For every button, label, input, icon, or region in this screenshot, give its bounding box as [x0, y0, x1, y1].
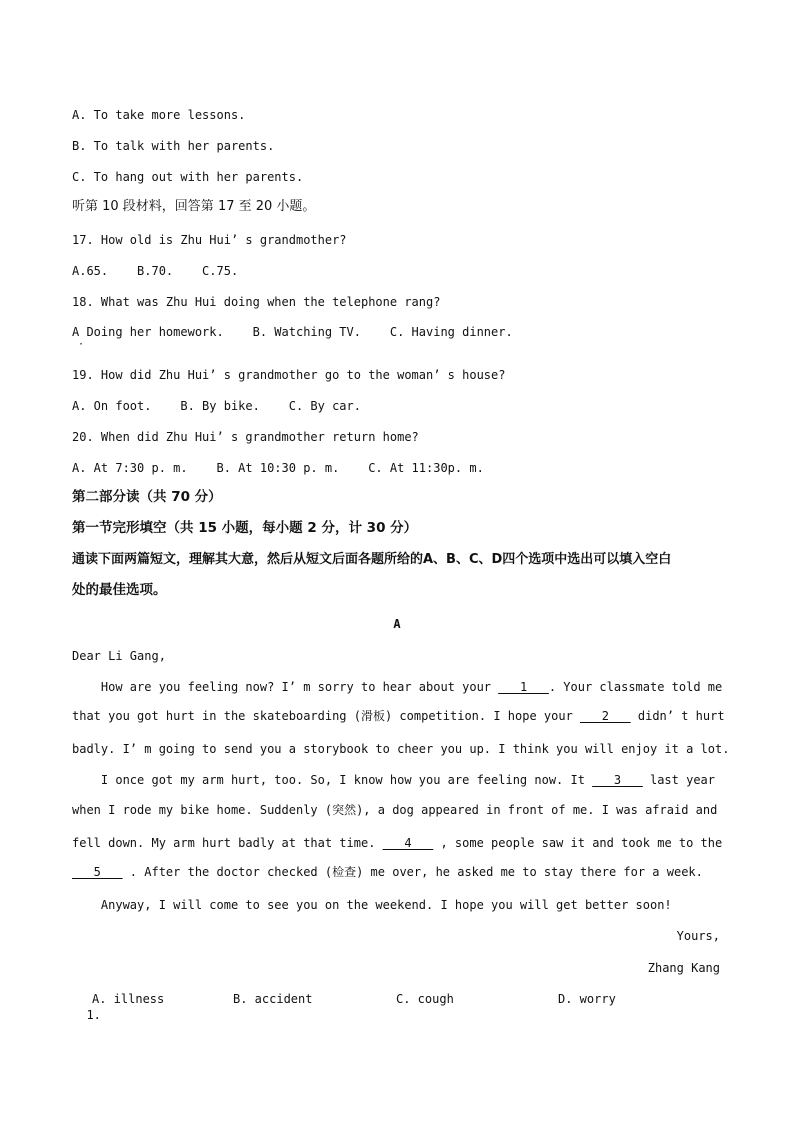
q1-option-d: D. worry — [558, 992, 616, 1006]
directions-line-1: 通读下面两篇短文，理解其大意，然后从短文后面各题所给的A、B、C、D四个选项中选出可以填入空白 — [72, 552, 672, 567]
q16-option-c: C. To hang out with her parents. — [72, 170, 304, 184]
text-segment: , some people saw it and took me to the — [433, 836, 723, 850]
closing: Yours, — [676, 929, 720, 943]
q19-stem: 19. How did Zhu Hui’ s grandmother go to the woman’ s house? — [72, 368, 506, 382]
q20-options: A. At 7:30 p. m. B. At 10:30 p. m. C. At 11:30p. m. — [72, 461, 484, 475]
paragraph-2-line-2: when I rode my bike home. Suddenly (突然), a dog appeared in front of me. I was afraid and — [72, 803, 718, 817]
q1-option-b: B. accident — [233, 992, 313, 1006]
text-segment: last year — [642, 773, 715, 787]
paragraph-2-line-1 — [72, 772, 715, 788]
blank-2: ___2___ — [580, 709, 631, 723]
part-two-title: 第二部分读（共 70 分） — [72, 489, 222, 505]
text-segment: . Your classmate told me — [548, 680, 723, 694]
text-segment: didn’ t hurt — [630, 709, 725, 723]
blank-1: ___1___ — [498, 680, 549, 694]
blank-4: ___4___ — [382, 836, 434, 850]
blank-5: ___5___ — [72, 865, 123, 879]
text-segment: . After the doctor checked (检查) me over, he asked me to stay there for a week. — [122, 865, 703, 879]
paragraph-3: Anyway, I will come to see you on the weekend. I hope you will get better soon! — [72, 898, 672, 912]
q1-option-a: A. illness — [92, 992, 165, 1006]
q18-options: A Doing her homework. B. Watching TV. C. Having dinner. — [72, 325, 513, 339]
text-segment: I once got my arm hurt, too. So, I know how you are feeling now. It — [72, 773, 593, 787]
text-segment: that you got hurt in the skateboarding (滑板) competition. I hope your — [72, 709, 581, 723]
q1-option-c: C. cough — [396, 992, 454, 1006]
q16-option-a: A. To take more lessons. — [72, 108, 246, 122]
passage-label: A — [393, 617, 401, 631]
paragraph-1-line-1 — [72, 679, 722, 695]
blank-3: ___3___ — [592, 773, 643, 787]
instruction-passage-10: 听第 10 段材料，回答第 17 至 20 小题。 — [72, 199, 316, 214]
stray-mark: · — [78, 339, 85, 350]
q19-options: A. On foot. B. By bike. C. By car. — [72, 399, 361, 413]
paragraph-1-line-3: badly. I’ m going to send you a storybook to cheer you up. I think you will enjoy it a lot. — [72, 742, 730, 756]
question-number: 1. — [86, 1008, 101, 1022]
paragraph-2-line-4 — [72, 864, 703, 880]
q17-options: A.65. B.70. C.75. — [72, 264, 239, 278]
paragraph-2-line-3 — [72, 835, 722, 851]
text-segment: How are you feeling now? I’ m sorry to hear about your — [72, 680, 499, 694]
directions-line-2: 处的最佳选项。 — [72, 582, 167, 598]
salutation: Dear Li Gang, — [72, 649, 166, 663]
text-segment: fell down. My arm hurt badly at that time. — [72, 836, 383, 850]
q18-stem: 18. What was Zhu Hui doing when the telephone rang? — [72, 295, 441, 309]
q20-stem: 20. When did Zhu Hui’ s grandmother return home? — [72, 430, 419, 444]
section-one-title: 第一节完形填空（共 15 小题，每小题 2 分，计 30 分） — [72, 520, 418, 536]
signature: Zhang Kang — [647, 961, 720, 975]
q16-option-b: B. To talk with her parents. — [72, 139, 275, 153]
paragraph-1-line-2 — [72, 708, 725, 724]
q17-stem: 17. How old is Zhu Hui’ s grandmother? — [72, 233, 347, 247]
